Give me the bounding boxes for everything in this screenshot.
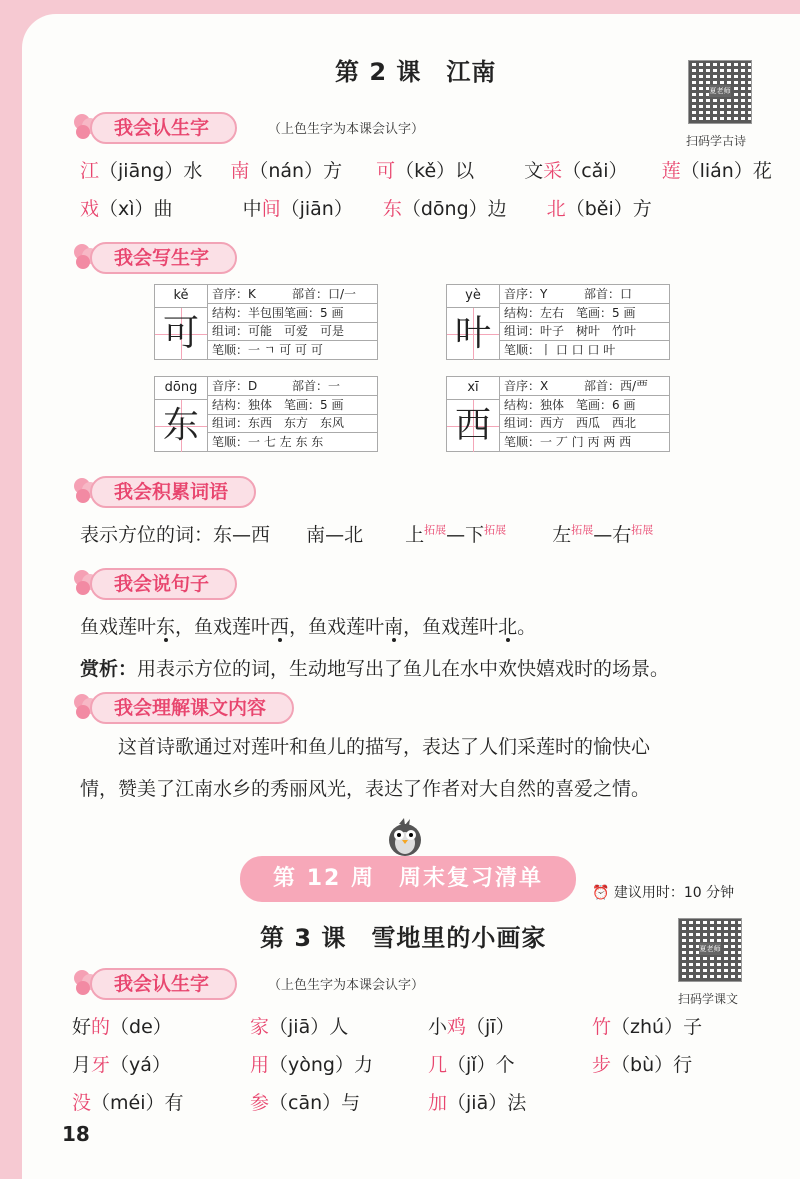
card-info-line [208,377,377,396]
character-card [446,376,670,452]
pinyin: （jǐ） [447,1054,496,1076]
char-suffix: 边 [487,198,507,220]
highlight-character: 莲 [661,160,681,182]
content-line-1: 这首诗歌通过对莲叶和鱼儿的描写，表达了人们采莲时的愉快心 [118,736,651,758]
pinyin: （jiā） [269,1016,330,1038]
card-bushou: 部首：口 [584,287,633,301]
highlight-character: 鸡 [447,1016,467,1038]
direction-words-row [80,520,653,547]
char-prefix: 文 [524,160,544,182]
sentence-part: ，鱼戏莲叶 [175,616,271,638]
extension-mark: 拓展 [424,523,447,537]
highlight-character: 几 [428,1054,448,1076]
direction-word: 西 [270,616,290,638]
analysis-label: 赏析： [80,658,138,680]
pinyin: （cǎi） [562,160,628,182]
card-character: 西 [447,399,500,452]
sentence-part: ，鱼戏莲叶 [289,616,385,638]
section-recognize-lesson-3 [72,966,492,1000]
character-card [154,376,378,452]
pinyin: （yòng） [269,1054,354,1076]
highlight-character: 没 [72,1092,92,1114]
pinyin: （dōng） [401,198,488,220]
highlight-character: 用 [250,1054,270,1076]
section-recognize [72,110,492,144]
card-zuci: 组词：叶子 树叶 竹叶 [504,324,637,338]
character-item [383,198,507,220]
pinyin: （xì） [99,198,154,220]
suggested-time [592,882,734,902]
char-prefix: 小 [428,1016,448,1038]
highlight-character: 东 [382,198,402,220]
qr-label-lesson-3: 扫码学课文 [678,992,739,1006]
card-info-line [500,341,669,359]
direction-word: 南 [384,616,404,638]
pinyin: （méi） [91,1092,165,1114]
bird-mascot-icon [382,814,428,858]
char-suffix: 人 [329,1016,349,1038]
words-label: 表示方位的词： [80,524,214,546]
char-suffix: 方 [323,160,343,182]
pinyin: （jī） [466,1016,515,1038]
section-heading: 我会认生字 [90,968,237,1000]
sentence-part: 鱼戏莲叶 [80,616,157,638]
qr-label-lesson-2: 扫码学古诗 [686,134,747,148]
content-line-2: 情，赞美了江南水乡的秀丽风光，表达了作者对大自然的喜爱之情。 [80,778,651,800]
card-bishun: 笔顺：丨 口 口 口 叶 [504,342,616,357]
word-shang: 上 [405,524,425,546]
char-suffix: 水 [183,160,203,182]
highlight-character: 采 [543,160,563,182]
workbook-page [22,14,800,1179]
card-bushou: 部首：一 [292,379,341,393]
highlight-character: 的 [91,1016,111,1038]
pinyin: （lián） [680,160,753,182]
highlight-character: 南 [230,160,250,182]
char-suffix: 子 [683,1016,703,1038]
char-suffix: 方 [632,198,652,220]
lesson-2-title: 第 2 课 江南 [335,58,497,86]
character-item [72,1050,171,1077]
qr-code-lesson-3[interactable] [678,918,742,982]
card-bushou: 部首：西/覀 [584,379,649,393]
highlight-character: 戏 [80,198,100,220]
card-pinyin: dōng [155,377,208,399]
qr-tag-text: 夏老师 [699,945,721,953]
highlight-character: 竹 [592,1016,612,1038]
highlight-character: 可 [376,160,396,182]
qr-code-lesson-2[interactable] [688,60,752,124]
card-jiegou: 结构：独体 [504,397,565,412]
section-heading: 我会理解课文内容 [90,692,294,724]
word-zuo: 左 [552,524,572,546]
card-zuci: 组词：可能 可爱 可是 [212,324,345,338]
char-suffix: 法 [507,1092,527,1114]
card-character: 可 [155,307,208,360]
extension-mark: 拓展 [631,523,654,537]
character-item [592,1050,692,1077]
card-info-line [208,341,377,359]
page-number: 18 [62,1122,90,1146]
char-suffix: 曲 [153,198,173,220]
example-sentence [80,612,536,639]
char-prefix: 中 [242,198,262,220]
card-info-line [500,396,669,415]
section-heading: 我会认生字 [90,112,237,144]
highlight-character: 江 [80,160,100,182]
pinyin: （běi） [565,198,633,220]
character-item [428,1012,515,1039]
card-info-line [500,285,669,304]
section-content [72,690,412,724]
character-item [80,160,202,182]
sentence-part: ，鱼戏莲叶 [403,616,499,638]
card-info-line [500,433,669,451]
char-prefix: 月 [72,1054,92,1076]
section-note: （上色生字为本课会认字） [268,122,425,137]
char-suffix: 有 [164,1092,184,1114]
char-suffix: 个 [495,1054,515,1076]
card-jiegou: 结构：独体 [212,397,273,412]
pinyin: （jiāng） [99,160,184,182]
card-bushou: 部首：口/一 [292,287,357,301]
extension-mark: 拓展 [484,523,507,537]
card-bishun: 笔顺：一 七 左 东 东 [212,434,324,449]
card-info-line [208,414,377,433]
pinyin: （jiān） [280,198,353,220]
char-suffix: 花 [752,160,772,182]
highlight-character: 加 [428,1092,448,1114]
pinyin: （nán） [249,160,324,182]
direction-word: 东 [156,616,176,638]
card-info-line [500,377,669,396]
character-item [376,160,474,182]
character-item [592,1012,702,1039]
section-write [72,240,372,274]
word-pair: 南—北 [306,524,364,546]
character-item [250,1012,348,1039]
week-banner: 第 12 周 周末复习清单 [240,856,576,902]
card-bishun: 笔顺：一 ㄱ 可 可 可 [212,342,323,357]
char-suffix: 行 [673,1054,693,1076]
character-item [547,198,652,220]
lesson-3-title: 第 3 课 雪地里的小画家 [260,924,547,952]
char-prefix: 好 [72,1016,92,1038]
character-item [230,160,342,182]
card-bishun: 笔顺：一 丆 门 丙 两 西 [504,434,632,449]
suggested-time-text: 建议用时：10 分钟 [613,885,735,901]
section-sentence [72,566,372,600]
card-character: 东 [155,399,208,452]
card-character: 叶 [447,307,500,360]
card-bihua: 笔画：5 画 [284,305,344,320]
character-item [250,1050,373,1077]
card-pinyin: kě [155,285,208,307]
pinyin: （de） [110,1016,172,1038]
pinyin: （cān） [269,1092,342,1114]
pinyin: （yá） [110,1054,171,1076]
character-item [524,160,627,182]
pinyin: （kě） [395,160,456,182]
word-xia: —下 [446,524,485,546]
highlight-character: 步 [592,1054,612,1076]
character-item [243,198,353,220]
card-zuci: 组词：东西 东方 东风 [212,416,345,430]
card-info-line [208,322,377,341]
highlight-character: 北 [546,198,566,220]
section-words [72,474,372,508]
pinyin: （zhú） [611,1016,684,1038]
character-card [154,284,378,360]
char-suffix: 力 [354,1054,374,1076]
section-note: （上色生字为本课会认字） [268,978,425,993]
highlight-character: 家 [250,1016,270,1038]
card-pinyin: xī [447,377,500,399]
card-yinxu: 音序：K [212,287,256,301]
clock-icon: ⏰ [592,885,610,901]
analysis-text: 用表示方位的词，生动地写出了鱼儿在水中欢快嬉戏时的场景。 [137,658,670,680]
character-item [250,1088,360,1115]
character-item [428,1088,526,1115]
section-heading: 我会说句子 [90,568,237,600]
highlight-character: 参 [250,1092,270,1114]
card-info-line [500,304,669,323]
card-yinxu: 音序：D [212,379,258,393]
card-info-line [208,396,377,415]
word-pair: 东—西 [213,524,271,546]
card-zuci: 组词：西方 西瓜 西北 [504,416,637,430]
pinyin: （jiā） [447,1092,508,1114]
word-you: —右 [593,524,632,546]
qr-tag-text: 夏老师 [709,87,731,95]
analysis-row [80,654,669,681]
recognize-row-2 [80,194,652,221]
highlight-character: 间 [261,198,281,220]
character-item [428,1050,515,1077]
card-bihua: 笔画：5 画 [284,397,344,412]
card-jiegou: 结构：半包围 [212,305,285,320]
card-info-line [208,433,377,451]
direction-word: 北 [498,616,518,638]
card-info-line [500,322,669,341]
recognize-row-1 [80,156,772,183]
card-jiegou: 结构：左右 [504,305,565,320]
pinyin: （bù） [611,1054,674,1076]
section-heading: 我会积累词语 [90,476,256,508]
card-yinxu: 音序：X [504,379,549,393]
card-bihua: 笔画：5 画 [576,305,636,320]
character-item [72,1012,172,1039]
character-item [80,198,173,220]
character-item [72,1088,184,1115]
card-bihua: 笔画：6 画 [576,397,636,412]
extension-mark: 拓展 [571,523,594,537]
char-suffix: 以 [455,160,475,182]
character-item [662,160,772,182]
section-heading: 我会写生字 [90,242,237,274]
card-pinyin: yè [447,285,500,307]
highlight-character: 牙 [91,1054,111,1076]
card-info-line [208,285,377,304]
character-card [446,284,670,360]
card-info-line [500,414,669,433]
sentence-part: 。 [517,616,537,638]
char-suffix: 与 [341,1092,361,1114]
card-info-line [208,304,377,323]
card-yinxu: 音序：Y [504,287,548,301]
